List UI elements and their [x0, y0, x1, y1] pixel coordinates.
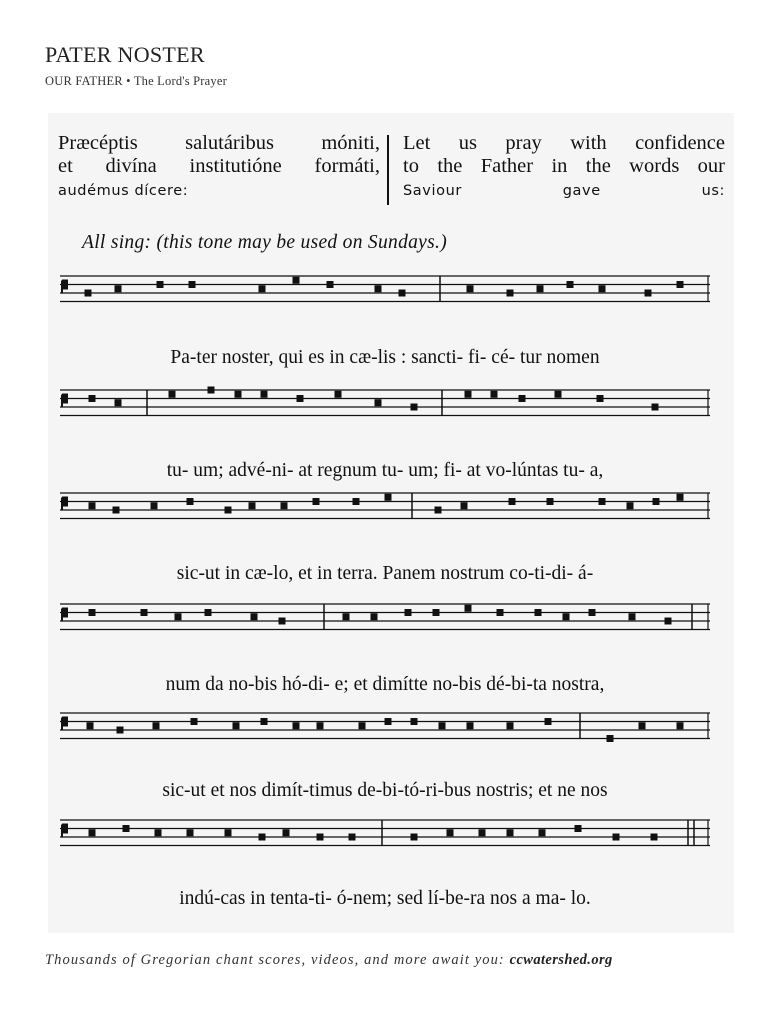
chant-note — [597, 395, 604, 402]
chant-note — [335, 391, 342, 398]
chant-note — [349, 834, 356, 841]
chant-note — [297, 395, 304, 402]
chant-note — [411, 834, 418, 841]
chant-note — [567, 281, 574, 288]
chant-note — [115, 399, 122, 406]
chant-note — [547, 498, 554, 505]
chant-note — [439, 722, 446, 729]
chant-note — [613, 834, 620, 841]
chant-note — [399, 290, 406, 297]
chant-note — [293, 722, 300, 729]
chant-note — [89, 502, 96, 509]
chant-note — [677, 494, 684, 501]
chant-note — [293, 277, 300, 284]
chant-note — [281, 502, 288, 509]
chant-note — [537, 285, 544, 292]
chant-note — [507, 829, 514, 836]
footer-text: Thousands of Gregorian chant scores, videos, and more await you: — [45, 952, 505, 968]
chant-note — [233, 722, 240, 729]
chant-note — [317, 834, 324, 841]
latin-line-1: Præcéptis salutáribus móniti, — [58, 132, 380, 154]
chant-note — [479, 829, 486, 836]
page-subtitle: OUR FATHER • The Lord's Prayer — [45, 74, 227, 88]
lyric-line-2: tu- um; advé-ni- at regnum tu- um; fi- at vo-lúntas tu- a, — [166, 460, 604, 481]
chant-note — [665, 618, 672, 625]
chant-note — [563, 613, 570, 620]
chant-note — [225, 829, 232, 836]
chant-note — [677, 722, 684, 729]
lyric-line-3: sic-ut in cæ-lo, et in terra. Panem nostrum co-ti-di- á- — [176, 563, 594, 584]
chant-note — [599, 285, 606, 292]
chant-note — [545, 718, 552, 725]
clef-symbol — [62, 281, 67, 293]
chant-note — [157, 281, 164, 288]
chant-note — [385, 494, 392, 501]
lyric-line-1: Pa-ter noster, qui es in cæ-lis : sancti- fi- cé- tur nomen — [170, 347, 600, 368]
chant-note — [89, 609, 96, 616]
chant-note — [629, 613, 636, 620]
rubric: All sing: (this tone may be used on Sundays.) — [82, 232, 447, 253]
chant-note — [123, 825, 130, 832]
chant-note — [155, 829, 162, 836]
chant-note — [555, 391, 562, 398]
chant-note — [497, 609, 504, 616]
chant-note — [405, 609, 412, 616]
english-line-1: Let us pray with confidence — [403, 132, 725, 154]
chant-note — [385, 718, 392, 725]
clef-symbol — [62, 718, 67, 730]
chant-note — [169, 391, 176, 398]
chant-note — [205, 609, 212, 616]
chant-note — [261, 718, 268, 725]
english-line-2: to the Father in the words our — [403, 155, 725, 177]
chant-note — [261, 391, 268, 398]
chant-note — [283, 829, 290, 836]
chant-note — [435, 507, 442, 514]
chant-note — [411, 718, 418, 725]
chant-note — [327, 281, 334, 288]
chant-note — [343, 613, 350, 620]
chant-note — [375, 399, 382, 406]
footer-site-link[interactable]: ccwatershed.org — [509, 952, 613, 968]
chant-note — [447, 829, 454, 836]
chant-note — [85, 290, 92, 297]
chant-note — [89, 395, 96, 402]
chant-note — [353, 498, 360, 505]
chant-note — [677, 281, 684, 288]
chant-note — [411, 404, 418, 411]
lyric-line-6: indú-cas in tenta-ti- ó-nem; sed lí-be-ra nos a ma- lo. — [179, 888, 591, 909]
chant-note — [208, 387, 215, 394]
chant-note — [117, 727, 124, 734]
lyric-line-5: sic-ut et nos dimít-timus de-bi-tó-ri-bus nostris; et ne nos — [162, 780, 608, 801]
chant-note — [433, 609, 440, 616]
chant-note — [191, 718, 198, 725]
chant-note — [519, 395, 526, 402]
chant-note — [141, 609, 148, 616]
chant-note — [113, 507, 120, 514]
chant-note — [491, 391, 498, 398]
chant-note — [249, 502, 256, 509]
english-line-3: Saviour gave us: — [403, 183, 725, 199]
chant-note — [187, 498, 194, 505]
chant-note — [87, 722, 94, 729]
chant-note — [575, 825, 582, 832]
chant-note — [225, 507, 232, 514]
chant-note — [589, 609, 596, 616]
chant-note — [375, 285, 382, 292]
chant-note — [599, 498, 606, 505]
chant-note — [607, 735, 614, 742]
latin-line-3: audémus dícere: — [58, 183, 189, 199]
chant-note — [465, 605, 472, 612]
chant-note — [465, 391, 472, 398]
lyric-line-4: num da no-bis hó-di- e; et dimítte no-bis dé-bi-ta nostra, — [165, 674, 605, 695]
clef-symbol — [62, 498, 67, 510]
chant-note — [539, 829, 546, 836]
clef-symbol — [62, 609, 67, 621]
chant-note — [151, 502, 158, 509]
chant-note — [627, 502, 634, 509]
chant-note — [89, 829, 96, 836]
chant-note — [467, 285, 474, 292]
footer — [45, 952, 613, 969]
page-title: PATER NOSTER — [45, 42, 205, 67]
chant-note — [651, 834, 658, 841]
latin-line-2: et divína institutióne formáti, — [58, 155, 380, 177]
chant-note — [653, 498, 660, 505]
chant-note — [115, 285, 122, 292]
chant-note — [507, 722, 514, 729]
clef-symbol — [62, 825, 67, 837]
chant-note — [639, 722, 646, 729]
chant-note — [652, 404, 659, 411]
chant-note — [535, 609, 542, 616]
chant-note — [259, 834, 266, 841]
chant-note — [359, 722, 366, 729]
chant-note — [235, 391, 242, 398]
chant-note — [189, 281, 196, 288]
chant-note — [461, 502, 468, 509]
chant-note — [259, 285, 266, 292]
chant-note — [317, 722, 324, 729]
chant-note — [507, 290, 514, 297]
chant-note — [371, 613, 378, 620]
chant-note — [279, 618, 286, 625]
chant-note — [313, 498, 320, 505]
chant-note — [153, 722, 160, 729]
chant-note — [467, 722, 474, 729]
chant-note — [251, 613, 258, 620]
chant-note — [187, 829, 194, 836]
chant-note — [175, 613, 182, 620]
chant-note — [509, 498, 516, 505]
chant-note — [645, 290, 652, 297]
clef-symbol — [62, 395, 67, 407]
